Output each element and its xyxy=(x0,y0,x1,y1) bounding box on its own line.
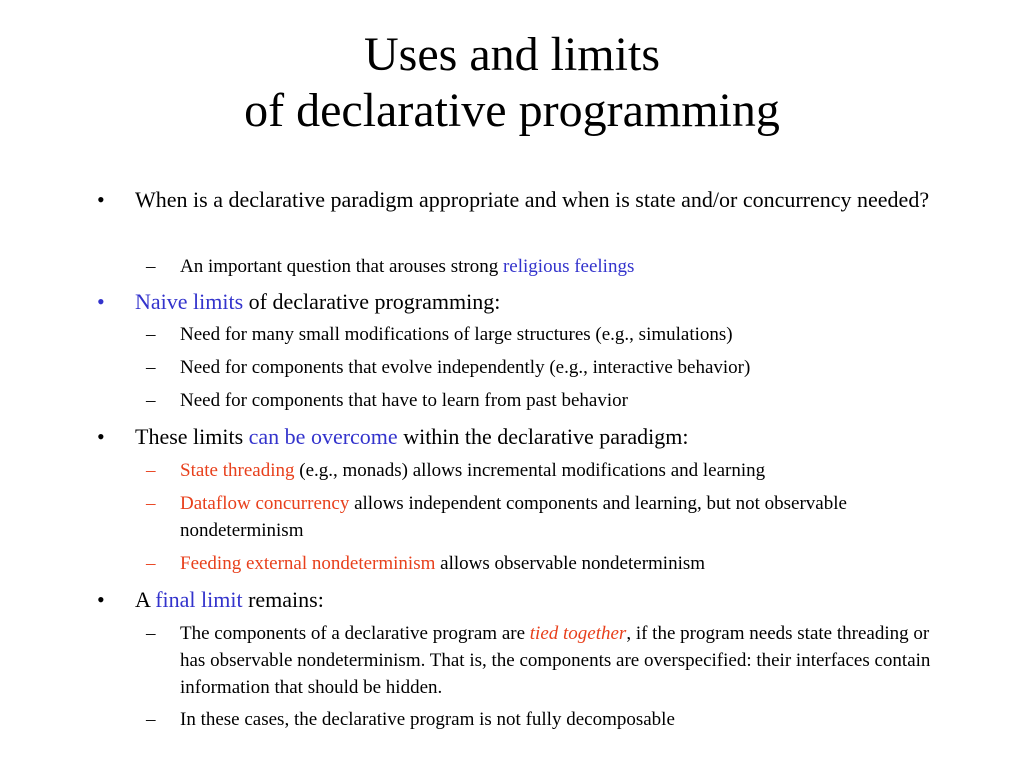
bullet-text: When is a declarative paradigm appropriate and when is state and/or concurrency needed? xyxy=(135,187,930,212)
sub-bullet-text: In these cases, the declarative program is not fully decomposable xyxy=(180,709,675,730)
sub-bullet-text: allows independent components and learning, but not observable nondeterminism xyxy=(180,493,847,541)
sub-bullet-text: Need for components that have to learn from past behavior xyxy=(180,390,628,411)
dash-marker: – xyxy=(146,357,156,378)
bullet-marker: • xyxy=(97,187,105,212)
title-line-2: of declarative programming xyxy=(244,84,780,137)
bullet-item xyxy=(97,423,935,451)
bullet-marker: • xyxy=(97,289,105,314)
highlight-text: final limit xyxy=(155,587,243,612)
sub-bullet-text: Need for many small modifications of large structures (e.g., simulations) xyxy=(180,324,733,345)
bullet-marker: • xyxy=(97,587,105,612)
sub-bullet-item xyxy=(146,457,940,484)
highlight-text: Dataflow concurrency xyxy=(180,493,350,514)
highlight-text: State threading xyxy=(180,460,295,481)
sub-bullet-text: An important question that arouses strong xyxy=(180,256,503,277)
dash-marker: – xyxy=(146,324,156,345)
bullet-text: A xyxy=(135,587,156,612)
bullet-text: of declarative programming: xyxy=(243,289,501,314)
highlight-text: Naive limits xyxy=(135,289,244,314)
highlight-text: religious feelings xyxy=(502,256,635,277)
sub-bullet-text: The components of a declarative program are xyxy=(180,623,530,644)
bullet-item xyxy=(97,288,935,316)
bullet-marker: • xyxy=(97,424,105,449)
dash-marker: – xyxy=(146,390,156,411)
sub-bullet-text: (e.g., monads) allows incremental modifications and learning xyxy=(294,460,766,481)
bullet-item xyxy=(97,586,935,614)
highlight-text: can be overcome xyxy=(248,424,398,449)
dash-marker: – xyxy=(146,553,156,574)
sub-bullet-item xyxy=(146,354,940,381)
dash-marker: – xyxy=(146,709,156,730)
dash-marker: – xyxy=(146,623,156,644)
dash-marker: – xyxy=(146,460,156,481)
highlight-text: Feeding external nondeterminism xyxy=(180,553,436,574)
bullet-text: within the declarative paradigm: xyxy=(397,424,689,449)
dash-marker: – xyxy=(146,493,156,514)
sub-bullet-item xyxy=(146,387,940,414)
title-line-1: Uses and limits xyxy=(364,28,660,81)
highlight-text: tied together xyxy=(529,623,627,644)
sub-bullet-item xyxy=(146,253,940,280)
sub-bullet-item xyxy=(146,490,940,544)
sub-bullet-item xyxy=(146,706,940,733)
dash-marker: – xyxy=(146,256,156,277)
sub-bullet-text: Need for components that evolve independently (e.g., interactive behavior) xyxy=(180,357,751,378)
sub-bullet-item xyxy=(146,321,940,348)
sub-bullet-text: allows observable nondeterminism xyxy=(435,553,706,574)
sub-bullet-item xyxy=(146,620,940,701)
sub-bullet-text: , if the program needs state threading or has observable nondeterminism. That is, the components are overspecified: their interfaces contain information that should be hidden. xyxy=(180,623,931,698)
sub-bullet-item xyxy=(146,550,940,577)
bullet-text: remains: xyxy=(242,587,324,612)
bullet-text: These limits xyxy=(135,424,249,449)
bullet-item xyxy=(97,186,935,214)
